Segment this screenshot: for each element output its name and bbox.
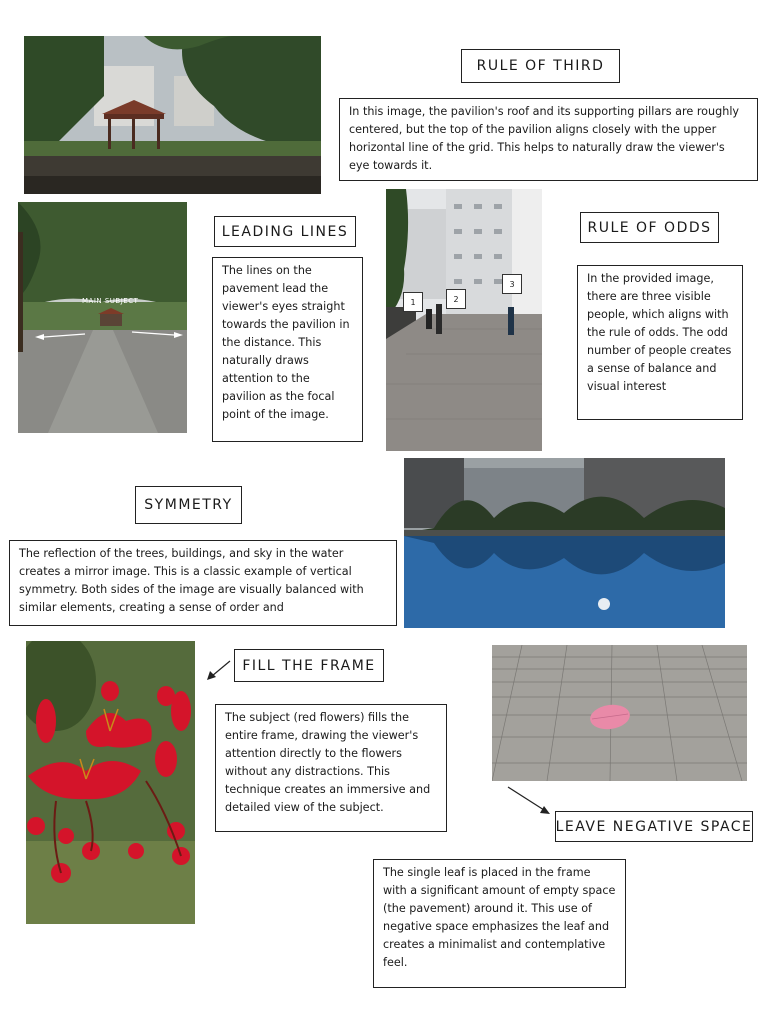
leading-arrow-right-icon bbox=[128, 328, 188, 340]
person-label-3: 3 bbox=[502, 274, 522, 294]
fill-the-frame-description: The subject (red flowers) fills the entire frame, drawing the viewer's attention directly to the flowers without any distractions. This technique creates an immersive and detailed view of the subject. bbox=[215, 704, 447, 832]
fill-frame-arrow-icon bbox=[204, 658, 234, 682]
fill-the-frame-title: FILL THE FRAME bbox=[234, 649, 384, 682]
red-flowers-photo bbox=[26, 641, 195, 924]
person-label-2: 2 bbox=[446, 289, 466, 309]
rule-of-odds-photo bbox=[386, 189, 542, 451]
rule-of-third-title: RULE OF THIRD bbox=[461, 49, 620, 83]
leading-arrow-left-icon bbox=[30, 330, 90, 342]
leave-negative-space-description: The single leaf is placed in the frame with a significant amount of empty space (the pavement) around it. This use of negative space emphasizes the leaf and creates a minimalist and contemplative feel. bbox=[373, 859, 626, 988]
rule-of-odds-title: RULE OF ODDS bbox=[580, 212, 719, 243]
pavement-leaf-photo bbox=[492, 645, 747, 781]
rule-of-odds-description: In the provided image, there are three visible people, which aligns with the rule of odds. The odd number of people creates a sense of balance and visual interest bbox=[577, 265, 743, 420]
rule-of-third-description: In this image, the pavilion's roof and its supporting pillars are roughly centered, but the top of the pavilion aligns closely with the upper horizontal line of the grid. This helps to naturally draw the viewer's eye towards it. bbox=[339, 98, 758, 181]
leading-lines-description: The lines on the pavement lead the viewer's eyes straight towards the pavilion in the distance. This naturally draws attention to the pavilion as the focal point of the image. bbox=[212, 257, 363, 442]
symmetry-title: SYMMETRY bbox=[135, 486, 242, 524]
negative-space-arrow-icon bbox=[506, 785, 554, 817]
leave-negative-space-title: LEAVE NEGATIVE SPACE bbox=[555, 811, 753, 842]
pavilion-photo bbox=[24, 36, 321, 194]
main-subject-label: MAIN SUBJECT bbox=[82, 297, 139, 305]
leading-lines-photo bbox=[18, 202, 187, 433]
pool-reflection-photo bbox=[404, 458, 725, 628]
symmetry-description: The reflection of the trees, buildings, and sky in the water creates a mirror image. This is a classic example of vertical symmetry. Both sides of the image are visually balanced with similar elements, creating a sense of order and bbox=[9, 540, 397, 626]
leading-lines-title: LEADING LINES bbox=[214, 216, 356, 247]
person-label-1: 1 bbox=[403, 292, 423, 312]
